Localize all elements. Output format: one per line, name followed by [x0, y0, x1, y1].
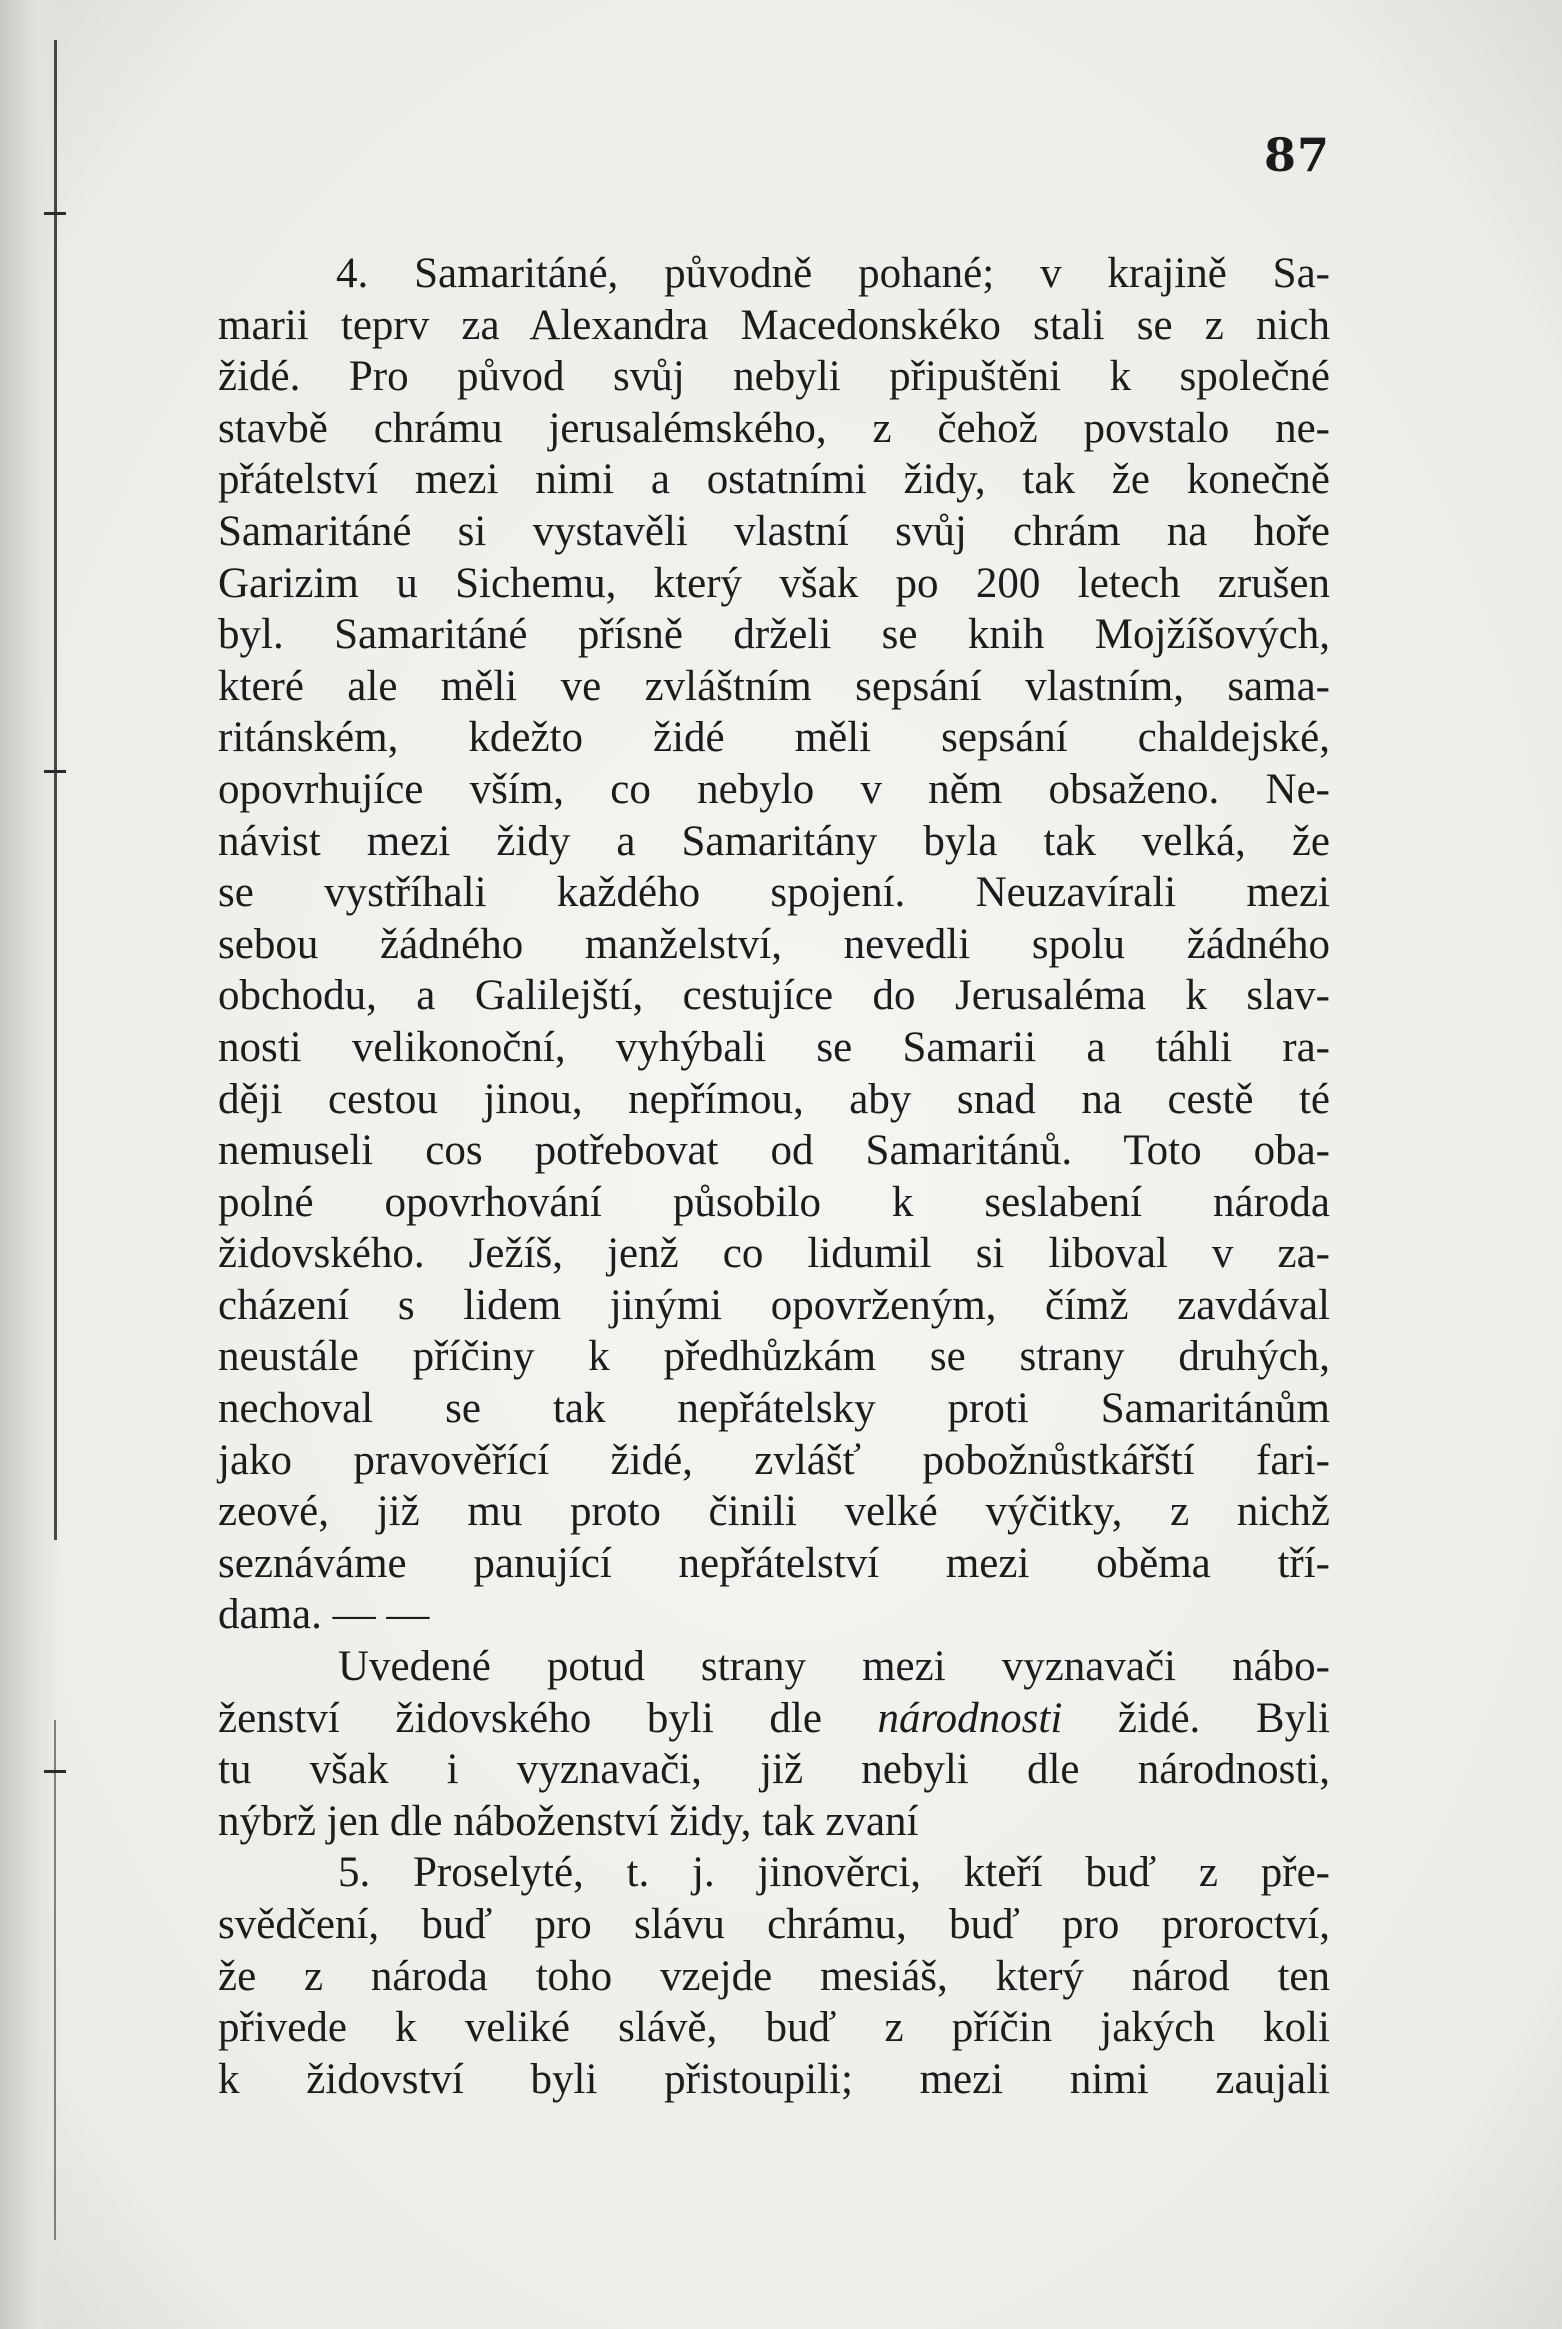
- text-line: svědčení, buď pro slávu chrámu, buď pro proroctví,: [218, 1901, 1330, 1948]
- text-line: židé. Pro původ svůj nebyli připuštěni k společné: [218, 353, 1330, 401]
- text-line: nýbrž jen dle náboženství židy, tak zvaní: [218, 1797, 919, 1845]
- binding-edge: [0, 0, 62, 2329]
- text-line: návist mezi židy a Samaritány byla tak velká, že: [218, 817, 1330, 865]
- text-line: židovského. Ježíš, jenž co lidumil si liboval v za-: [218, 1230, 1330, 1278]
- margin-mark: [44, 770, 66, 773]
- text-line: 5. Proselyté, t. j. jinověrci, kteří buď z pře-: [338, 1849, 1330, 1897]
- text-line-with-italic: [218, 1693, 1330, 1745]
- binding-line: [54, 40, 57, 1540]
- text-line: nosti velikonoční, vyhýbali se Samarii a táhli ra-: [218, 1023, 1330, 1071]
- text-line: ritánském, kdežto židé měli sepsání chaldejské,: [218, 714, 1330, 762]
- text-line: ději cestou jinou, nepřímou, aby snad na cestě té: [218, 1075, 1330, 1123]
- text-fragment: ženství židovského byli dle: [218, 1694, 878, 1742]
- text-line: nemuseli cos potřebovat od Samaritánů. Toto oba-: [218, 1127, 1330, 1175]
- text-line: Samaritáné si vystavěli vlastní svůj chrám na hoře: [218, 507, 1330, 555]
- text-fragment: židé. Byli: [1062, 1694, 1330, 1742]
- text-line: jako pravověřící židé, zvlášť pobožnůstkářští fari-: [218, 1436, 1330, 1484]
- text-line: zeové, již mu proto činili velké výčitky, z nichž: [218, 1488, 1330, 1536]
- text-line: nechoval se tak nepřátelsky proti Samaritánům: [218, 1385, 1330, 1433]
- text-line: Uvedené potud strany mezi vyznavači nábo-: [338, 1643, 1330, 1691]
- text-line: marii teprv za Alexandra Macedonskéko stali se z nich: [218, 301, 1330, 349]
- margin-mark: [44, 1770, 66, 1773]
- text-line: seznáváme panující nepřátelství mezi oběma tří-: [218, 1539, 1330, 1587]
- text-line: sebou žádného manželství, nevedli spolu žádného: [218, 920, 1330, 968]
- text-line: 4. Samaritáné, původně pohané; v krajině Sa-: [336, 250, 1330, 297]
- text-line: dama. — —: [218, 1591, 430, 1639]
- text-line: cházení s lidem jinými opovrženým, čímž zavdával: [218, 1281, 1330, 1329]
- text-line: které ale měli ve zvláštním sepsání vlastním, sama-: [218, 662, 1330, 710]
- text-line: neustále příčiny k předhůzkám se strany druhých,: [218, 1333, 1330, 1381]
- text-line: tu však i vyznavači, již nebyli dle národnosti,: [218, 1746, 1330, 1794]
- body-text: [218, 248, 1330, 2105]
- text-line: obchodu, a Galilejští, cestujíce do Jerusaléma k slav-: [218, 972, 1330, 1020]
- margin-mark: [44, 212, 66, 215]
- italic-word: národnosti: [877, 1694, 1063, 1742]
- text-line: byl. Samaritáné přísně drželi se knih Mojžíšových,: [218, 611, 1330, 659]
- binding-line-lower: [54, 1720, 56, 2240]
- text-line: přátelství mezi nimi a ostatními židy, tak že konečně: [218, 456, 1330, 504]
- text-line: stavbě chrámu jerusalémského, z čehož povstalo ne-: [218, 404, 1330, 452]
- text-line: polné opovrhování působilo k seslabení národa: [218, 1178, 1330, 1226]
- text-line: opovrhujíce vším, co nebylo v něm obsaženo. Ne-: [218, 765, 1330, 813]
- text-line: se vystříhali každého spojení. Neuzavírali mezi: [218, 869, 1330, 917]
- text-line: Garizim u Sichemu, který však po 200 letech zrušen: [218, 559, 1330, 607]
- text-line: k židovství byli přistoupili; mezi nimi zaujali: [218, 2055, 1330, 2103]
- text-line: přivede k veliké slávě, buď z příčin jakých koli: [218, 2004, 1330, 2052]
- text-line: že z národa toho vzejde mesiáš, který národ ten: [218, 1952, 1330, 2000]
- page-number: 87: [1263, 128, 1330, 182]
